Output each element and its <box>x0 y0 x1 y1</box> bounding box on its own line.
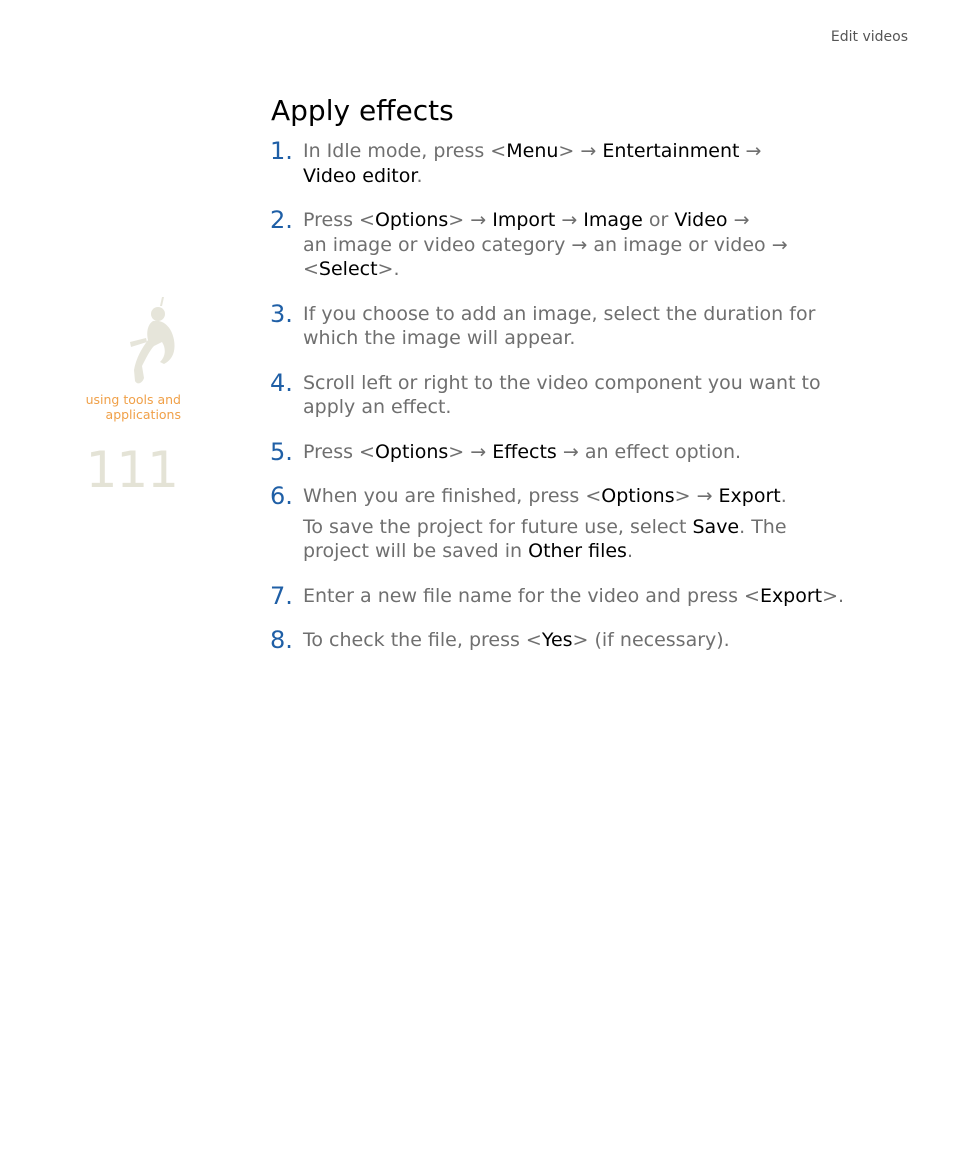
menu-effects: Effects <box>492 440 557 463</box>
text-span: In Idle mode, press < <box>303 140 507 162</box>
reading-person-icon <box>120 294 182 386</box>
arrow-icon: → <box>470 440 487 463</box>
text-span: > <box>558 140 581 162</box>
menu-import: Import <box>492 209 556 231</box>
key-select: Select <box>318 258 378 280</box>
key-export: Export <box>759 584 823 607</box>
arrow-icon: → <box>561 209 578 231</box>
key-options: Options <box>374 209 449 231</box>
menu-save: Save <box>692 515 740 538</box>
step-text <box>303 440 850 465</box>
step-list <box>270 139 850 673</box>
step-text: If you choose to add an image, select the duration for which the image will appear. <box>303 302 816 349</box>
text-span: . <box>416 164 423 187</box>
step-text <box>303 628 850 653</box>
key-options: Options <box>601 485 675 507</box>
text-span: Enter a new file name for the video and press < <box>303 584 760 607</box>
page-number: 111 <box>85 441 178 499</box>
key-menu: Menu <box>506 140 559 162</box>
chapter-label <box>51 393 181 422</box>
step-text <box>303 484 850 509</box>
step-number: 5. <box>270 437 293 466</box>
text-span: or <box>642 209 675 231</box>
page-title: Apply effects <box>271 94 454 127</box>
section-header: Edit videos <box>830 29 908 45</box>
text-span: To check the file, press < <box>303 629 542 651</box>
chapter-label-line2: applications <box>105 406 181 422</box>
chapter-label-line1: using tools and <box>85 392 181 407</box>
key-yes: Yes <box>541 629 573 651</box>
arrow-icon: → <box>745 140 762 162</box>
step-number: 2. <box>270 206 293 234</box>
text-span: an image or video category <box>303 233 572 256</box>
menu-video-editor: Video editor <box>303 164 417 187</box>
folder-other-files: Other files <box>528 540 627 562</box>
step-number: 4. <box>270 368 293 397</box>
arrow-icon: → <box>580 140 597 162</box>
arrow-icon: → <box>696 485 713 507</box>
text-span: . <box>626 540 633 562</box>
step-text: Scroll left or right to the video component you want to apply an effect. <box>303 371 821 418</box>
step-text <box>303 208 850 282</box>
step-number: 3. <box>270 299 293 328</box>
step-number: 1. <box>270 137 293 165</box>
step-4 <box>270 368 850 420</box>
step-number: 8. <box>270 626 293 654</box>
step-note <box>303 515 850 564</box>
key-options: Options <box>374 440 449 463</box>
text-span: > <box>448 440 471 463</box>
arrow-icon: → <box>470 209 487 231</box>
text-span: an effect option. <box>578 440 742 463</box>
arrow-icon: → <box>571 233 588 256</box>
arrow-icon: → <box>733 209 750 231</box>
text-span: > (if necessary). <box>572 629 730 651</box>
text-span: < <box>303 258 319 280</box>
arrow-icon: → <box>771 233 788 256</box>
text-span: Press < <box>303 209 375 231</box>
step-2 <box>270 208 850 282</box>
menu-export: Export <box>718 485 781 507</box>
step-6 <box>270 484 850 564</box>
step-number: 7. <box>270 581 293 610</box>
step-text <box>303 139 850 188</box>
text-span: Press < <box>303 440 375 463</box>
text-span: >. <box>822 584 845 607</box>
menu-video: Video <box>674 209 728 231</box>
step-7 <box>270 581 850 610</box>
step-1 <box>270 139 850 188</box>
text-span: . <box>780 485 787 507</box>
text-span: To save the project for future use, select <box>303 515 693 538</box>
step-3 <box>270 299 850 351</box>
text-span: >. <box>377 258 400 280</box>
menu-image: Image <box>583 209 643 231</box>
text-span: > <box>674 485 697 507</box>
step-8 <box>270 628 850 653</box>
text-span: > <box>448 209 471 231</box>
text-span: When you are finished, press < <box>303 485 602 507</box>
step-5 <box>270 437 850 466</box>
step-number: 6. <box>270 482 293 510</box>
step-text <box>303 584 850 609</box>
menu-entertainment: Entertainment <box>602 140 740 162</box>
arrow-icon: → <box>562 440 579 463</box>
text-span: . The project will be saved in <box>303 515 787 562</box>
text-span: an image or video <box>587 233 772 256</box>
